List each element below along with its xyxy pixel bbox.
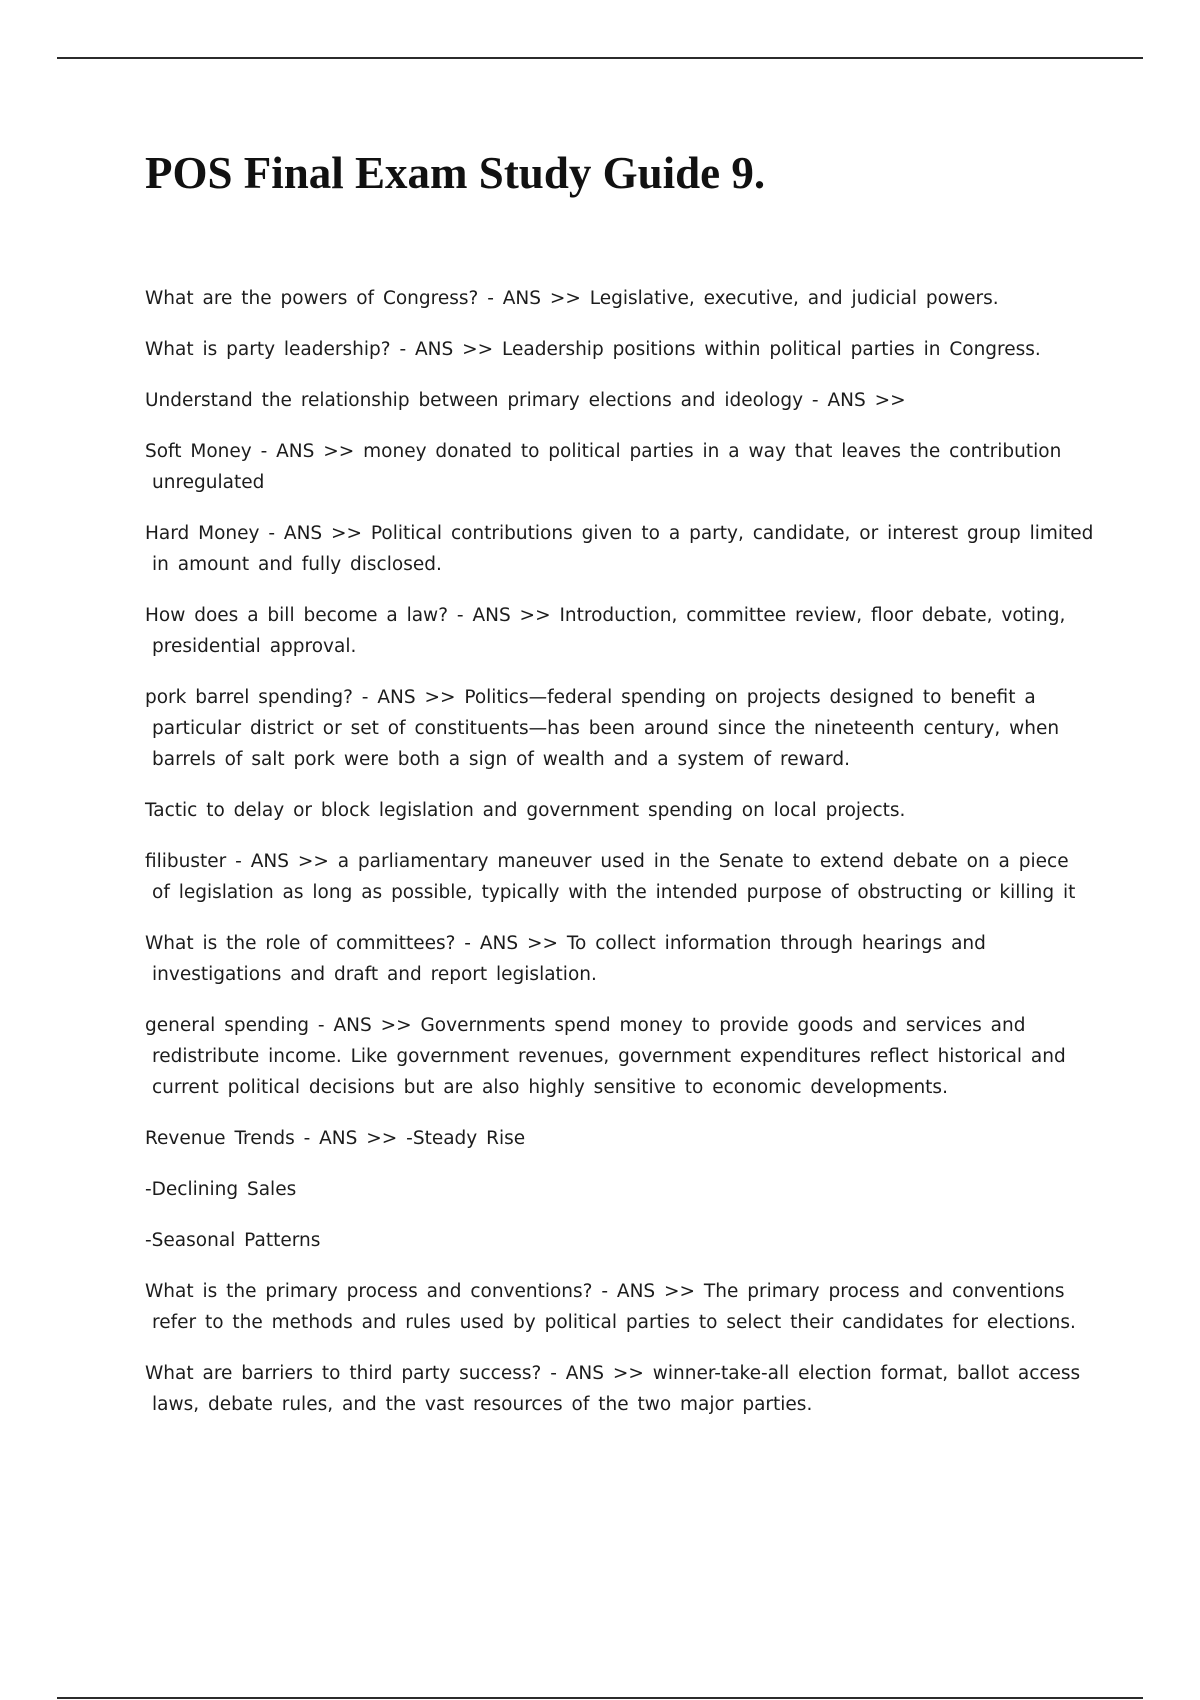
entry-hard-money: Hard Money - ANS >> Political contributions given to a party, candidate, or interest group limited in amount and fully disclosed.: [145, 523, 1094, 575]
entry-pork-barrel-spending: pork barrel spending? - ANS >> Politics—federal spending on projects designed to benefit a particular district or set of constituents—has been around since the nineteenth century, when barrels of salt pork were both a sign of wealth and a system of reward.: [145, 687, 1060, 770]
document-title: POS Final Exam Study Guide 9.: [145, 148, 766, 198]
entry-delay-tactic: Tactic to delay or block legislation and government spending on local projects.: [145, 800, 906, 821]
entry-filibuster: filibuster - ANS >> a parliamentary maneuver used in the Senate to extend debate on a piece of legislation as long as possible, typically with the intended purpose of obstructing or killing it: [145, 851, 1076, 903]
entry-bill-becomes-law: How does a bill become a law? - ANS >> Introduction, committee review, floor debate, voting, presidential approval.: [145, 605, 1066, 657]
entry-role-of-committees: What is the role of committees? - ANS >> To collect information through hearings and investigations and draft and report legislation.: [145, 933, 986, 985]
entry-primary-elections-ideology: Understand the relationship between primary elections and ideology - ANS >>: [145, 390, 906, 411]
entry-party-leadership: What is party leadership? - ANS >> Leadership positions within political parties in Congress.: [145, 339, 1041, 360]
top-divider: [57, 57, 1143, 59]
study-guide-entries: [145, 283, 1095, 1440]
entry-third-party-barriers: What are barriers to third party success? - ANS >> winner-take-all election format, ballot access laws, debate rules, and the vast resources of the two major parties.: [145, 1363, 1081, 1415]
entry-soft-money: Soft Money - ANS >> money donated to political parties in a way that leaves the contribution unregulated: [145, 441, 1062, 493]
entry-primary-process-conventions: What is the primary process and conventions? - ANS >> The primary process and conventions refer to the methods and rules used by political parties to select their candidates for elections.: [145, 1281, 1076, 1333]
entry-revenue-trends: Revenue Trends - ANS >> -Steady Rise: [145, 1128, 526, 1149]
entry-powers-of-congress: What are the powers of Congress? - ANS >> Legislative, executive, and judicial powers.: [145, 288, 999, 309]
entry-general-spending: general spending - ANS >> Governments spend money to provide goods and services and redistribute income. Like government revenues, government expenditures reflect historical and current political decisions but are also highly sensitive to economic developments.: [145, 1015, 1066, 1098]
entry-seasonal-patterns: -Seasonal Patterns: [145, 1230, 321, 1251]
entry-declining-sales: -Declining Sales: [145, 1179, 297, 1200]
bottom-divider: [57, 1697, 1143, 1699]
